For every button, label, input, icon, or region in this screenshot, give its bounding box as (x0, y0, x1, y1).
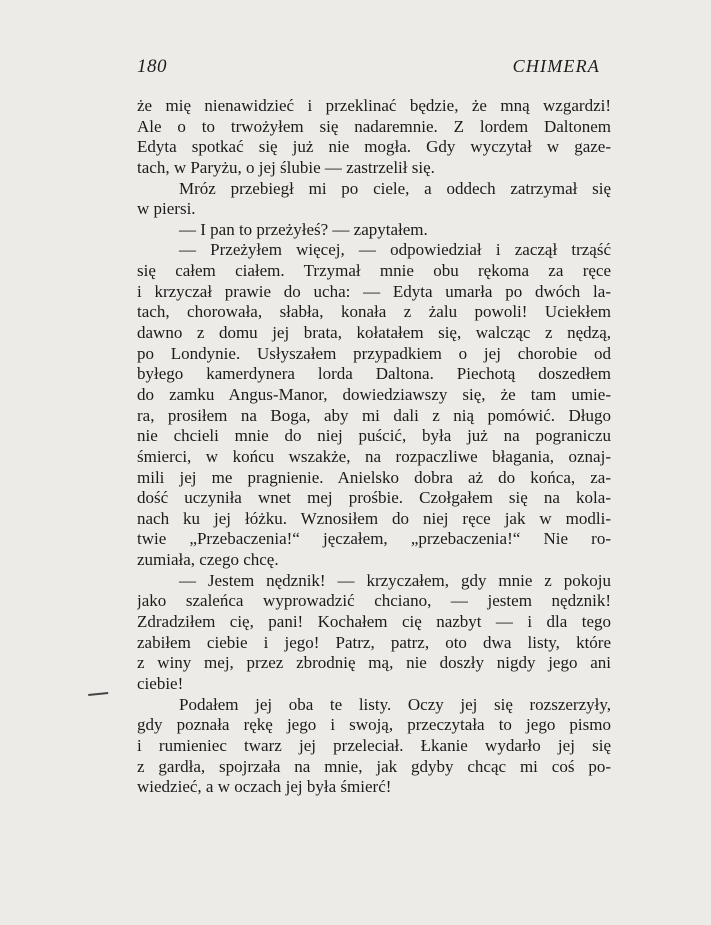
text-line: tach, w Paryżu, o jej ślubie — zastrzelił się. (137, 157, 435, 177)
text-line: dawno z domu jej brata, kołatałem się, walcząc z nędzą, (137, 323, 611, 343)
text-line: zumiała, czego chcę. (137, 550, 279, 570)
text-line: i rumieniec twarz jej przeleciał. Łkanie wydarło jej się (137, 735, 611, 755)
text-line: Ale o to trwożyłem się nadaremnie. Z lordem Daltonem (137, 116, 611, 136)
text-line: zabiłem ciebie i jego! Patrz, patrz, oto dwa listy, które (137, 632, 611, 652)
text-line: — I pan to przeżyłeś? — zapytałem. (179, 219, 428, 239)
margin-mark (88, 688, 109, 696)
text-line: dość uczyniła wnet mej prośbie. Czołgałem się na kola- (137, 488, 611, 508)
text-line: po Londynie. Usłyszałem przypadkiem o jej chorobie od (137, 343, 611, 363)
text-line: jako szaleńca wyprowadzić chciano, — jestem nędznik! (137, 591, 611, 611)
text-line: z winy mej, przez zbrodnię mą, nie doszły nigdy jego ani (137, 653, 611, 673)
text-line: ra, prosiłem na Boga, aby mi dali z nią pomówić. Długo (137, 405, 611, 425)
text-line: tach, chorowała, słabła, konała z żalu powoli! Uciekłem (137, 302, 611, 322)
page-header (137, 56, 600, 80)
body-text (137, 96, 611, 798)
text-line: nach ku jej łóżku. Wznosiłem do niej ręce jak w modli- (137, 508, 611, 528)
page-number: 180 (137, 56, 167, 77)
text-line: się całem ciałem. Trzymał mnie obu rękoma za ręce (137, 261, 611, 281)
text-line: Podałem jej oba te listy. Oczy jej się rozszerzyły, (179, 694, 611, 714)
text-line: Mróz przebiegł mi po ciele, a oddech zatrzymał się (179, 178, 611, 198)
text-line: — Jestem nędznik! — krzyczałem, gdy mnie z pokoju (179, 570, 611, 590)
text-line: byłego kamerdynera lorda Daltona. Piechotą doszedłem (137, 364, 611, 384)
text-line: do zamku Angus-Manor, dowiedziawszy się, że tam umie- (137, 384, 611, 404)
text-line: Edyta spotkać się już nie mogła. Gdy wyczytał w gaze- (137, 137, 611, 157)
text-line: i krzyczał prawie do ucha: — Edyta umarła po dwóch la- (137, 281, 611, 301)
text-line: wiedzieć, a w oczach jej była śmierć! (137, 777, 392, 797)
running-title: CHIMERA (512, 56, 600, 76)
text-line: mili jej me pragnienie. Anielsko dobra aż do końca, za- (137, 467, 611, 487)
text-line: ciebie! (137, 673, 184, 693)
text-line: Zdradziłem cię, pani! Kochałem cię nazbyt — i dla tego (137, 612, 611, 632)
text-line: z gardła, spojrzała na mnie, jak gdyby chcąc mi coś po- (137, 756, 611, 776)
text-line: gdy poznała rękę jego i swoją, przeczytała to jego pismo (137, 715, 611, 735)
text-line: nie chcieli mnie do niej puścić, była już na pograniczu (137, 426, 611, 446)
text-line: w piersi. (137, 199, 196, 219)
text-line: śmierci, w końcu wszakże, na rozpaczliwe błagania, oznaj- (137, 446, 611, 466)
text-line: twie „Przebaczenia!“ jęczałem, „przebaczenia!“ Nie ro- (137, 529, 611, 549)
text-line: — Przeżyłem więcej, — odpowiedział i zaczął trząść (179, 240, 611, 260)
text-line: że mię nienawidzieć i przeklinać będzie, że mną wzgardzi! (137, 96, 611, 115)
